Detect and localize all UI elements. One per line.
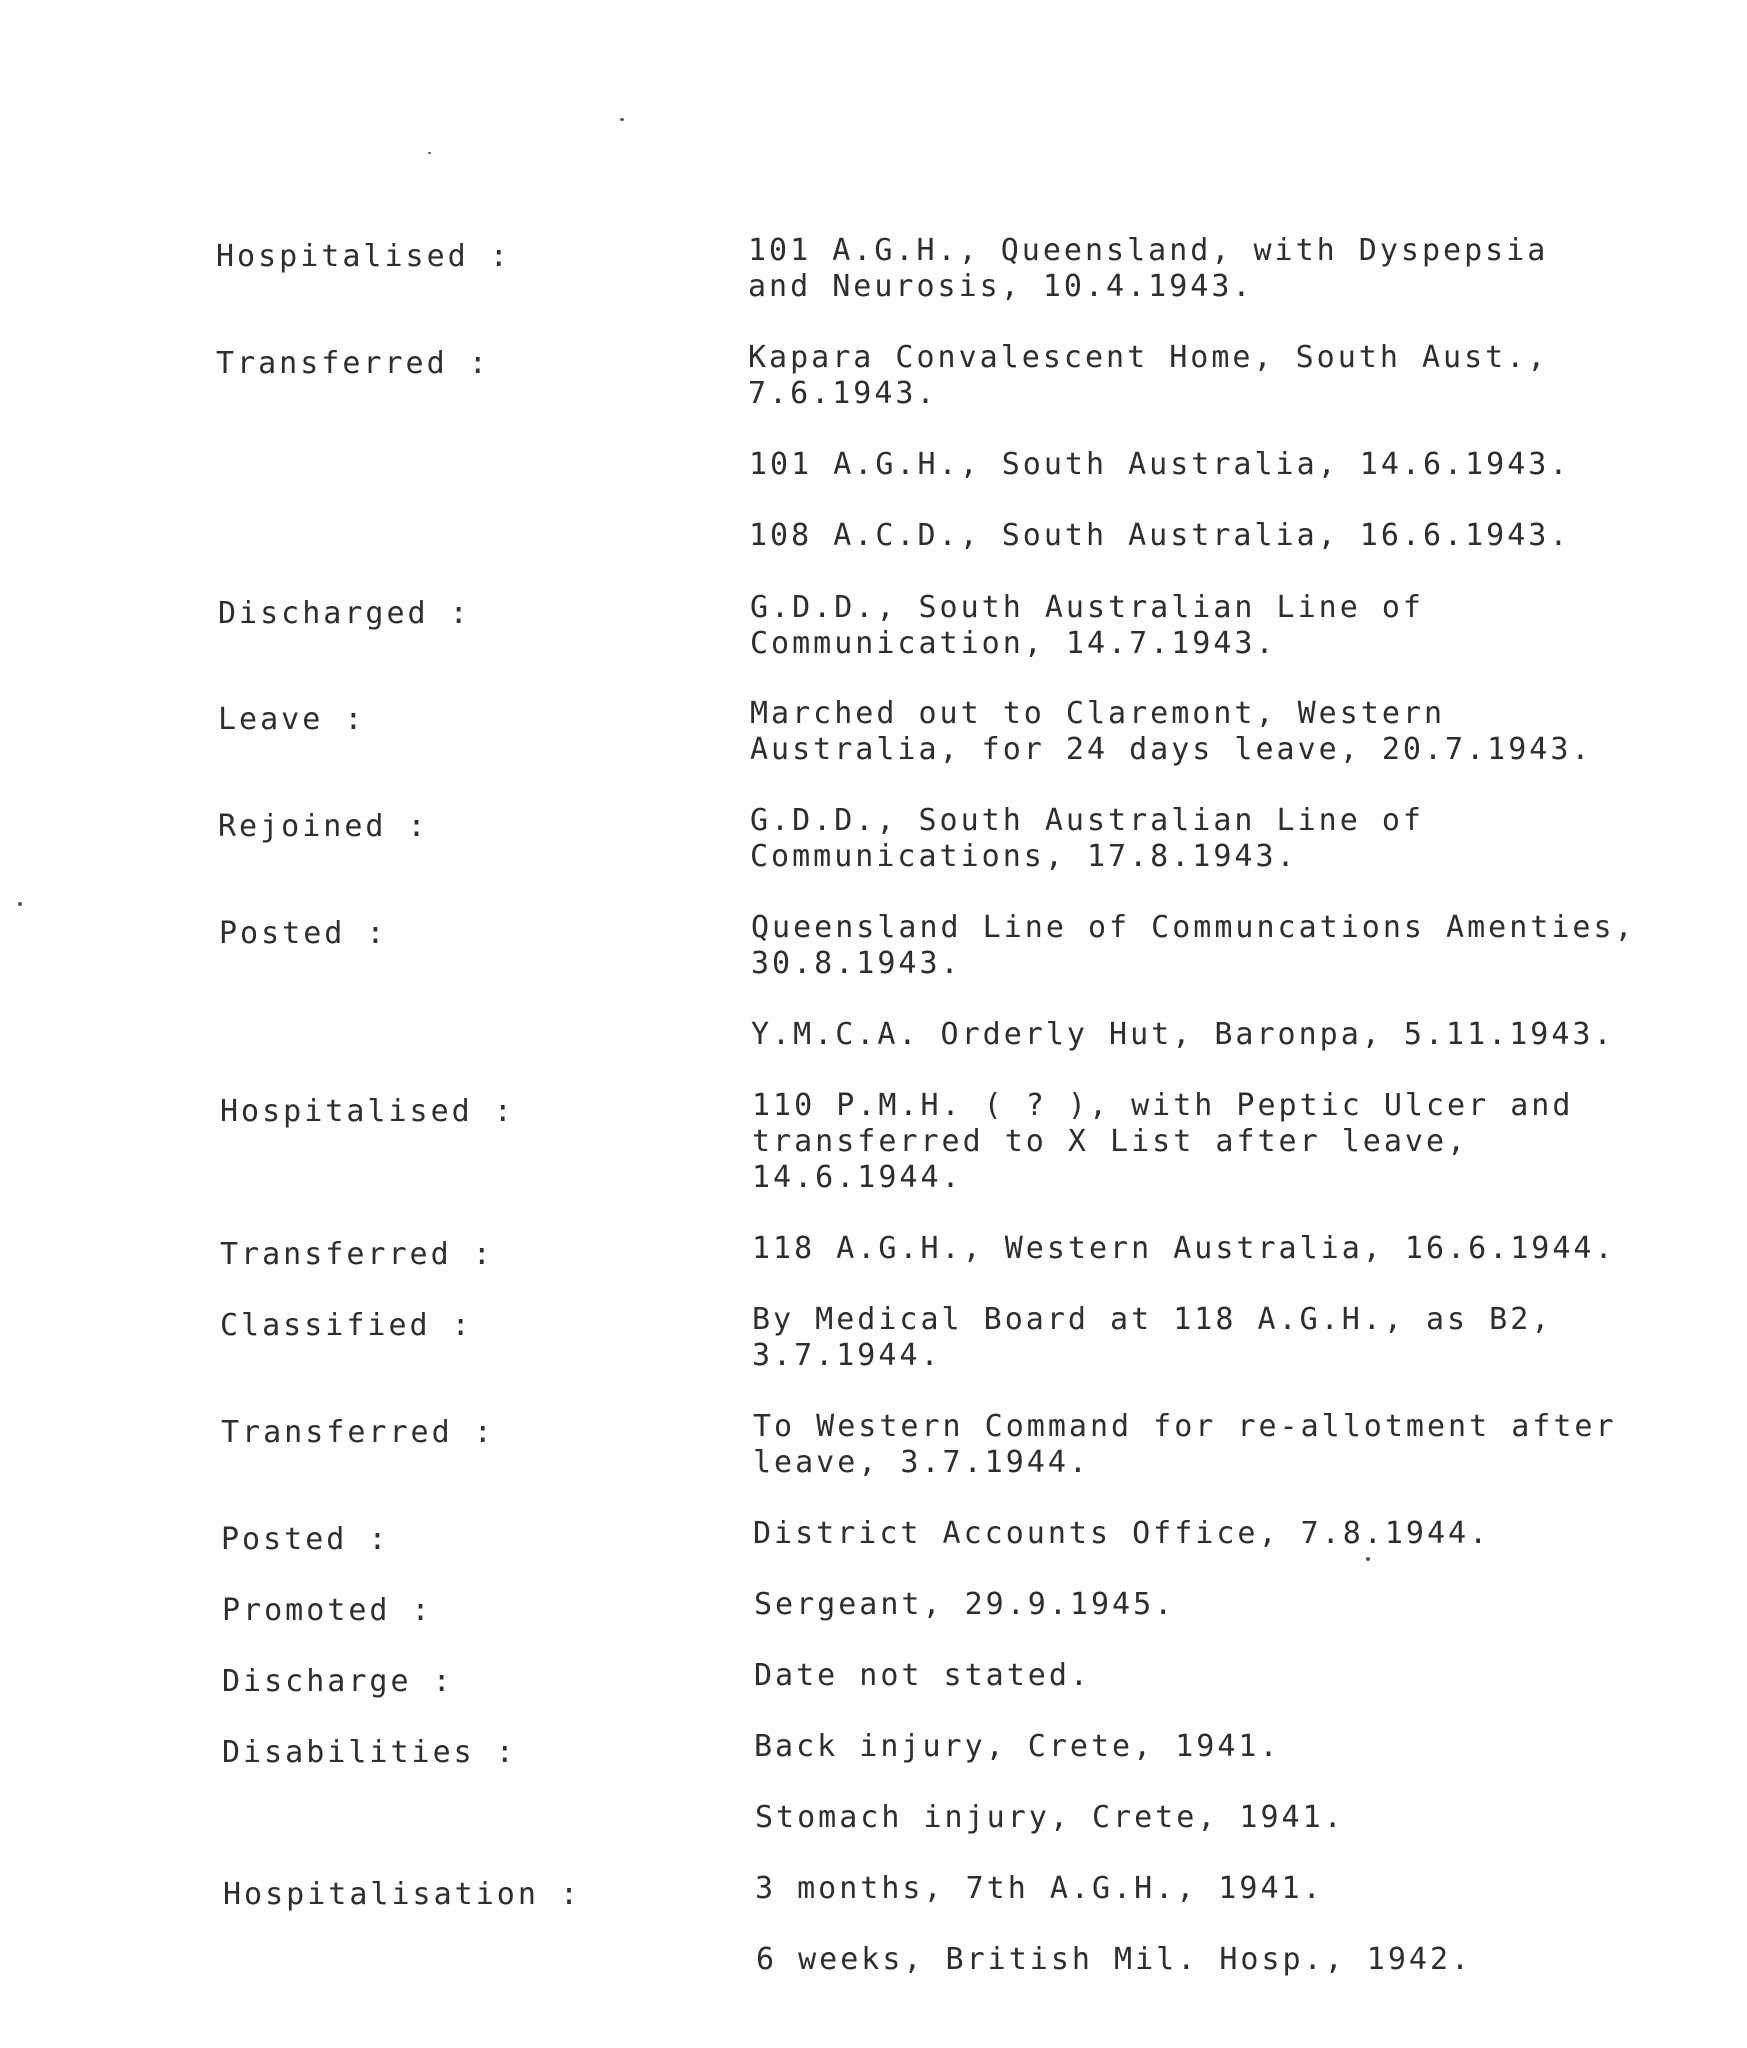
entry-value bbox=[750, 803, 1424, 875]
entry-value bbox=[749, 518, 1570, 554]
ink-speck bbox=[620, 118, 624, 121]
entry-value-line: Stomach injury, Crete, 1941. bbox=[755, 1800, 1345, 1835]
entry-value-line: 101 A.G.H., Queensland, with Dyspepsia bbox=[748, 233, 1549, 268]
entry-value bbox=[748, 233, 1548, 305]
entry-label: Hospitalised : bbox=[220, 1094, 515, 1129]
entry-label: Transferred : bbox=[221, 1415, 495, 1450]
entry-value-line: Marched out to Claremont, Western bbox=[750, 696, 1446, 731]
entry-label: Disabilities : bbox=[222, 1735, 517, 1770]
entry-value bbox=[752, 1231, 1616, 1267]
entry-value-line: G.D.D., South Australian Line of bbox=[750, 590, 1424, 625]
entry-value-line: 118 A.G.H., Western Australia, 16.6.1944. bbox=[752, 1231, 1616, 1266]
entry-value-line: 108 A.C.D., South Australia, 16.6.1943. bbox=[749, 518, 1571, 553]
entry-value bbox=[752, 1302, 1552, 1374]
entry-value-line: 3.7.1944. bbox=[752, 1338, 942, 1373]
entry-value-line: Communication, 14.7.1943. bbox=[750, 626, 1277, 661]
entry-value bbox=[754, 1587, 1175, 1623]
entry-value-line: Date not stated. bbox=[754, 1658, 1091, 1693]
entry-value-line: G.D.D., South Australian Line of bbox=[750, 803, 1424, 838]
entry-label: Leave : bbox=[218, 702, 366, 737]
entry-value-line: and Neurosis, 10.4.1943. bbox=[748, 269, 1254, 304]
entry-value-line: Sergeant, 29.9.1945. bbox=[754, 1587, 1176, 1622]
entry-value bbox=[755, 1871, 1324, 1907]
entry-value bbox=[754, 1658, 1091, 1694]
entry-value bbox=[753, 1409, 1617, 1481]
entry-value bbox=[749, 447, 1570, 483]
entry-value-line: 7.6.1943. bbox=[748, 376, 938, 411]
entry-value-line: By Medical Board at 118 A.G.H., as B2, bbox=[752, 1302, 1553, 1337]
entry-value-line: Kapara Convalescent Home, South Aust., bbox=[748, 340, 1549, 375]
entry-value bbox=[750, 696, 1592, 768]
entry-value-line: 101 A.G.H., South Australia, 14.6.1943. bbox=[749, 447, 1571, 482]
entry-label: Classified : bbox=[220, 1308, 473, 1343]
ink-speck bbox=[1366, 1557, 1370, 1561]
entry-value bbox=[751, 910, 1636, 982]
entry-label: Discharge : bbox=[222, 1664, 454, 1699]
entry-value bbox=[754, 1729, 1281, 1765]
entry-value-line: Queensland Line of Communcations Amenties, bbox=[751, 910, 1636, 945]
entry-value-line: transferred to X List after leave, bbox=[752, 1124, 1469, 1159]
entry-value-line: 6 weeks, British Mil. Hosp., 1942. bbox=[756, 1942, 1473, 1977]
entry-value-line: 30.8.1943. bbox=[751, 946, 962, 981]
ink-speck bbox=[18, 902, 22, 906]
entry-value bbox=[750, 590, 1424, 662]
entry-label: Transferred : bbox=[216, 346, 490, 381]
entry-label: Hospitalised : bbox=[216, 239, 511, 274]
entry-value bbox=[748, 340, 1548, 412]
entry-value-line: 14.6.1944. bbox=[752, 1160, 963, 1195]
entry-label: Hospitalisation : bbox=[223, 1877, 582, 1912]
entry-value-line: Australia, for 24 days leave, 20.7.1943. bbox=[750, 732, 1593, 767]
entry-label: Posted : bbox=[219, 916, 388, 951]
entry-label: Discharged : bbox=[218, 596, 471, 631]
entry-value bbox=[755, 1800, 1345, 1836]
entry-value bbox=[751, 1017, 1615, 1053]
entry-value-line: leave, 3.7.1944. bbox=[753, 1445, 1090, 1480]
entry-value-line: District Accounts Office, 7.8.1944. bbox=[753, 1516, 1491, 1551]
entry-value bbox=[753, 1516, 1490, 1552]
entry-value-line: 3 months, 7th A.G.H., 1941. bbox=[755, 1871, 1324, 1906]
entry-value-line: Back injury, Crete, 1941. bbox=[754, 1729, 1281, 1764]
entry-label: Promoted : bbox=[222, 1593, 433, 1628]
entry-label: Posted : bbox=[221, 1522, 390, 1557]
ink-speck bbox=[428, 152, 431, 154]
entry-label: Rejoined : bbox=[218, 809, 429, 844]
entry-label: Transferred : bbox=[220, 1237, 494, 1272]
entry-value-line: To Western Command for re-allotment after bbox=[753, 1409, 1617, 1444]
entry-value-line: 110 P.M.H. ( ? ), with Peptic Ulcer and bbox=[752, 1088, 1574, 1123]
entry-value bbox=[752, 1088, 1573, 1196]
entry-value bbox=[756, 1942, 1472, 1978]
entry-value-line: Y.M.C.A. Orderly Hut, Baronpa, 5.11.1943. bbox=[751, 1017, 1615, 1052]
entry-value-line: Communications, 17.8.1943. bbox=[750, 839, 1298, 874]
